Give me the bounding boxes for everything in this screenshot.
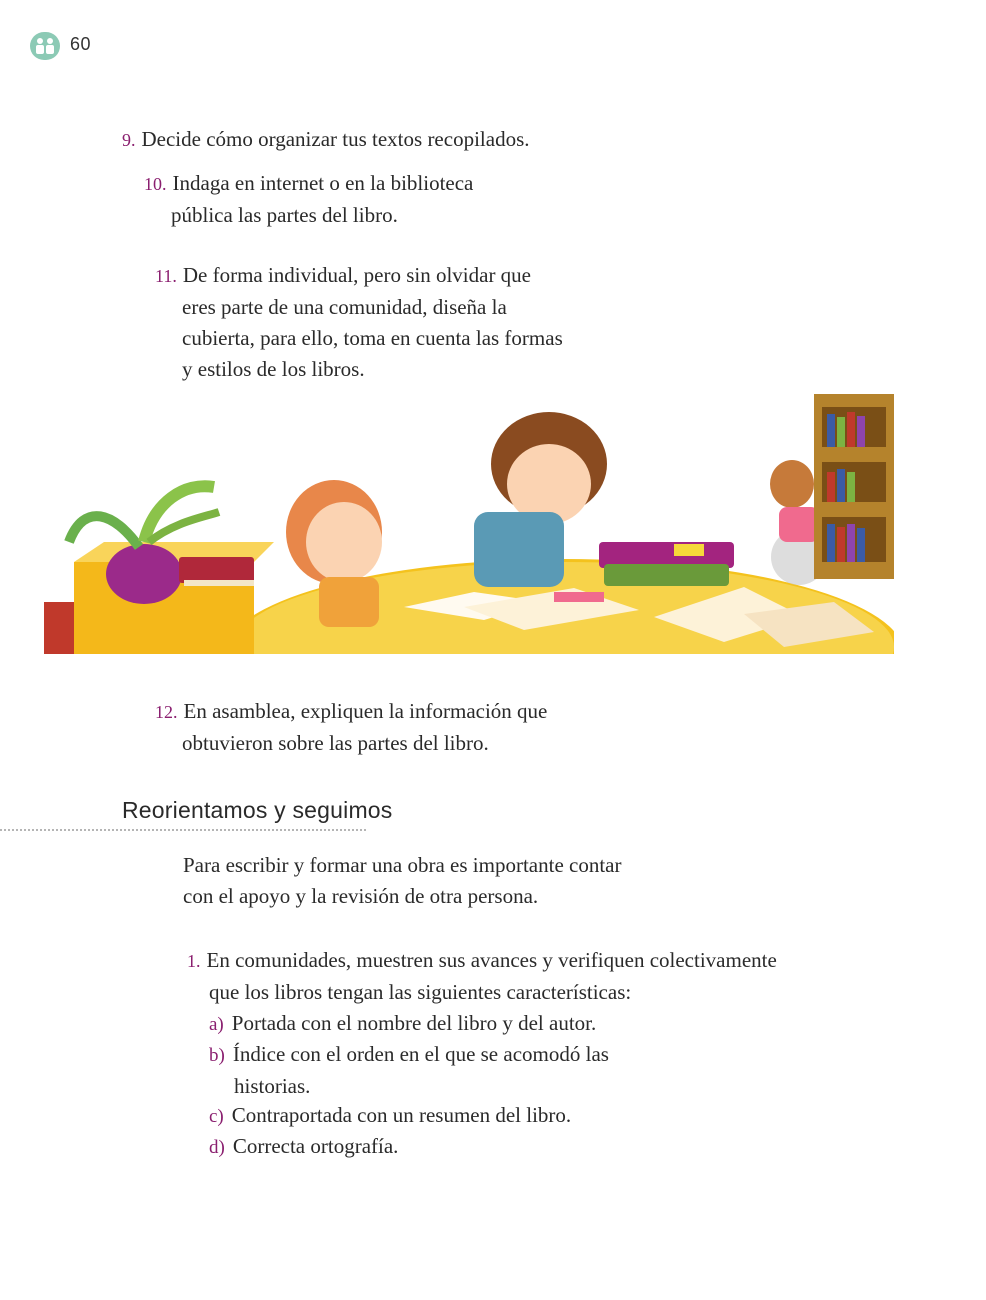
activity-text: Indaga en internet o en la biblioteca: [172, 171, 474, 195]
subitem-d: [209, 1131, 398, 1163]
intro-line: Para escribir y formar una obra es importante contar: [183, 853, 622, 877]
wheelchair-girl-figure: [770, 460, 814, 508]
activity-text: cubierta, para ello, toma en cuenta las formas: [182, 326, 563, 350]
subitem-text: historias.: [234, 1074, 311, 1098]
subitem-letter: d): [209, 1137, 225, 1158]
subitem-c: [209, 1100, 571, 1132]
intro-line: con el apoyo y la revisión de otra persona.: [183, 884, 539, 908]
section-title: Reorientamos y seguimos: [122, 797, 393, 823]
activity-text: En asamblea, expliquen la información que: [183, 699, 548, 723]
activity-11: [155, 260, 563, 385]
subitem-text: Portada con el nombre del libro y del autor.: [231, 1011, 597, 1035]
section-divider: [0, 829, 366, 831]
activity-text: De forma individual, pero sin olvidar que: [182, 263, 532, 287]
subitem-text: Correcta ortografía.: [232, 1134, 399, 1158]
activity-number: 10.: [144, 174, 167, 194]
activity-10: [144, 168, 473, 231]
subitem-a: [209, 1008, 596, 1040]
subitem-letter: b): [209, 1045, 225, 1066]
subitem-letter: c): [209, 1106, 224, 1127]
activity-number: 9.: [122, 130, 136, 150]
book-shape: [179, 557, 254, 583]
subitem-text: Contraportada con un resumen del libro.: [231, 1103, 572, 1127]
item-text: En comunidades, muestren sus avances y verifiquen colectivamente: [206, 948, 777, 972]
item-number: 1.: [187, 951, 201, 971]
activity-number: 12.: [155, 702, 178, 722]
activity-text: eres parte de una comunidad, diseña la: [182, 295, 507, 319]
activity-text: y estilos de los libros.: [182, 357, 365, 381]
activity-text: Decide cómo organizar tus textos recopilados.: [141, 127, 530, 151]
activity-text: pública las partes del libro.: [171, 203, 398, 227]
subitem-b: [209, 1039, 609, 1102]
community-icon: [30, 32, 60, 60]
activity-text: obtuvieron sobre las partes del libro.: [182, 731, 489, 755]
activity-number: 11.: [155, 266, 177, 286]
vase-shape: [106, 544, 182, 604]
activity-12: [155, 696, 547, 759]
library-scene-illustration: [44, 392, 894, 654]
page-number: 60: [70, 34, 92, 54]
activity-9: [122, 124, 530, 156]
subitem-letter: a): [209, 1014, 224, 1035]
item-text: que los libros tengan las siguientes características:: [209, 980, 632, 1004]
section-intro: [183, 850, 622, 912]
subitem-text: Índice con el orden en el que se acomodó las: [232, 1042, 609, 1066]
checklist-item-1: [187, 945, 777, 1008]
